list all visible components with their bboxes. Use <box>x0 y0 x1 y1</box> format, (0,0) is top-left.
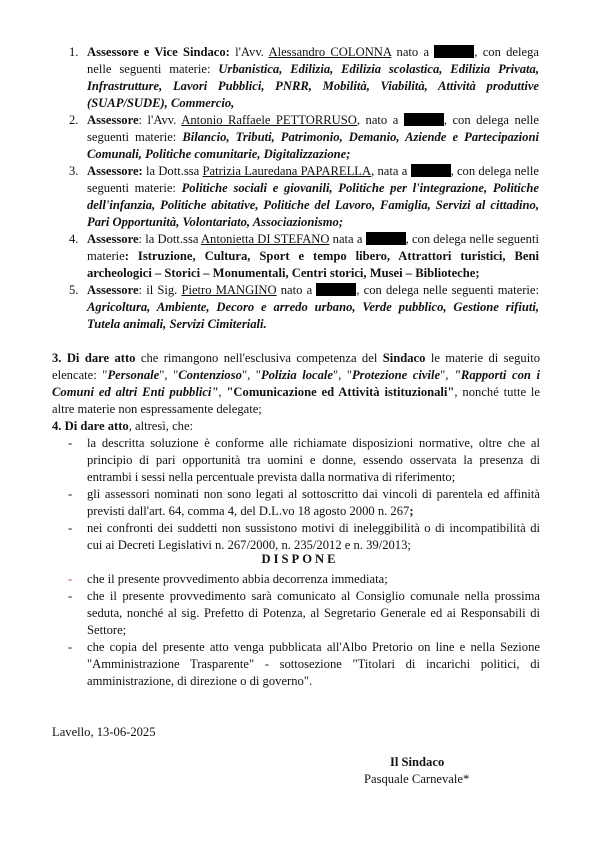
item-number: 3. <box>69 164 79 178</box>
paragraph-point-4 <box>52 418 540 435</box>
materia: Protezione civile <box>351 368 441 382</box>
place-date: Lavello, 13-06-2025 <box>52 725 156 739</box>
person-name: Antonio Raffaele PETTORRUSO <box>181 113 357 127</box>
item-text: la descritta soluzione è conforme alle richiamate disposizioni normative, oltre che al principio di pari opportunità tra uomini e donne, essendo osservata la presenza di entrambi i sessi nella percentuale prevista dalla normativa di riferimento; <box>87 436 540 484</box>
redaction-box <box>316 283 356 296</box>
item-end: ; <box>409 504 414 518</box>
materia: "Comunicazione ed Attività istituzionali" <box>226 385 455 399</box>
list-item <box>68 435 540 486</box>
item-text: nei confronti dei suddetti non sussistono motivi di ineleggibilità o di incompatibilità di cui ai Decreti Legislativi n. 267/2000, n. 235/2012 e n. 39/2013; <box>87 521 540 552</box>
list-item <box>68 639 540 690</box>
signature-name: Pasquale Carnevale* <box>364 772 470 786</box>
sep: , <box>218 385 227 399</box>
point-lead: 4. Di dare atto <box>52 419 129 433</box>
item-number: 2. <box>69 113 79 127</box>
role: Assessore: <box>87 164 143 178</box>
materie: Agricoltura, Ambiente, Decoro e arredo urbano, Verde pubblico, Gestione rifiuti, Tutela animali, Servizi Cimiteriali. <box>87 300 539 331</box>
item-number: 1. <box>69 45 79 59</box>
section-heading: DISPONE <box>261 552 339 566</box>
redaction-box <box>366 232 406 245</box>
text: , nonché tutte le altre materie non espressamente delegate; <box>52 385 541 416</box>
birth-text: , nata a <box>371 164 411 178</box>
item-number: 4. <box>69 232 79 246</box>
materie: : Istruzione, Cultura, Sport e tempo libero, Attrattori turistici, Beni archeologici – Storici – Monumentali, Centri storici, Musei – Biblioteche; <box>87 249 539 280</box>
text: che rimangono nell'esclusiva competenza del <box>135 351 383 365</box>
list-item <box>69 231 539 282</box>
text: le materie di seguito elencate: " <box>52 351 541 382</box>
materie: Bilancio, Tributi, Patrimonio, Demanio, Aziende e Partecipazioni Comunali, Politiche comunitarie, Digitalizzazione; <box>87 130 539 161</box>
item-text: gli assessori nominati non sono legati al sottoscritto dai vincoli di parentela ed affinità previsti dall'art. 64, comma 4, del D.L.vo 18 agosto 2000 n. 267 <box>87 487 540 518</box>
list-item <box>68 588 540 639</box>
sep: ", " <box>332 368 352 382</box>
birth-text: , nato a <box>356 113 404 127</box>
title: : la Dott.ssa <box>138 232 201 246</box>
delega-text: , con delega nelle seguenti materie: <box>87 113 539 144</box>
delega-text: , con delega nelle seguenti materie: <box>87 45 539 76</box>
redaction-box <box>434 45 474 58</box>
title: la Dott.ssa <box>142 164 203 178</box>
point-lead: 3. Di dare atto <box>52 351 136 365</box>
list-item <box>69 112 539 163</box>
paragraph-point-3 <box>52 350 540 418</box>
materia: "Rapporti con i Comuni ed altri Enti pubblici" <box>52 368 540 399</box>
list-item <box>69 44 539 112</box>
dash-bullet: - <box>68 589 73 603</box>
person-name: Alessandro COLONNA <box>268 45 392 59</box>
redaction-box <box>404 113 444 126</box>
dash-bullet: - <box>68 487 73 501</box>
list-item <box>69 282 540 333</box>
list-item <box>68 520 540 554</box>
delega-text: , con delega nelle seguenti materie: <box>356 283 540 297</box>
birth-text: nata a <box>329 232 366 246</box>
list-item <box>69 163 539 231</box>
materia: Polizia locale <box>260 368 333 382</box>
sep: ", " <box>241 368 261 382</box>
sep: ", " <box>159 368 179 382</box>
role: Assessore <box>87 232 139 246</box>
title: : l'Avv. <box>138 113 182 127</box>
materia: Contenzioso <box>178 368 242 382</box>
materie: Politiche sociali e giovanili, Politiche per l'integrazione, Politiche dell'infanzia, Politiche abitative, Politiche del Lavoro, Famiglia, Servizi al cittadino, Pari Opportunità, Volontariato, Associazionismo; <box>87 181 539 229</box>
item-text: che il presente provvedimento sarà comunicato al Consiglio comunale nella prossima seduta, nonché al sig. Prefetto di Potenza, al Segretario Generale ed ai Responsabili di Settore; <box>87 589 540 637</box>
birth-text: nato a <box>391 45 435 59</box>
delega-text: , con delega nelle seguenti materie: <box>87 164 539 195</box>
dash-bullet: - <box>68 436 73 450</box>
person-name: Pietro MANGINO <box>181 283 277 297</box>
signature-title: Il Sindaco <box>390 755 445 769</box>
list-item <box>68 571 540 588</box>
role: Assessore <box>87 283 139 297</box>
title: l'Avv. <box>229 45 269 59</box>
item-text: che il presente provvedimento abbia decorrenza immediata; <box>87 572 388 586</box>
item-number: 5. <box>69 283 79 297</box>
title: : il Sig. <box>138 283 182 297</box>
person-name: Patrizia Lauredana PAPARELLA <box>202 164 372 178</box>
role: Assessore e Vice Sindaco: <box>87 45 230 59</box>
sindaco-word: Sindaco <box>382 351 426 365</box>
delega-text: , con delega nelle seguenti materie <box>87 232 539 263</box>
redaction-box <box>411 164 451 177</box>
role: Assessore <box>87 113 139 127</box>
materie: Urbanistica, Edilizia, Edilizia scolastica, Edilizia Privata, Infrastrutture, Lavori Pubblici, PNRR, Mobilità, Viabilità, Attività produttive (SUAP/SUDE), Commercio, <box>87 62 539 110</box>
sep: ", <box>440 368 454 382</box>
dash-bullet: - <box>68 640 73 654</box>
item-text: che copia del presente atto venga pubblicata all'Albo Pretorio on line e nella Sezione "Amministrazione Trasparente" - sottosezione "Titolari di incarichi politici, di amministrazione, di direzione o di governo". <box>87 640 540 688</box>
person-name: Antonietta DI STEFANO <box>200 232 330 246</box>
birth-text: nato a <box>276 283 317 297</box>
text: , altresì, che: <box>128 419 194 433</box>
list-item <box>68 486 540 520</box>
materia: Personale <box>107 368 160 382</box>
dash-bullet: - <box>68 521 73 535</box>
dash-bullet: - <box>68 572 73 586</box>
